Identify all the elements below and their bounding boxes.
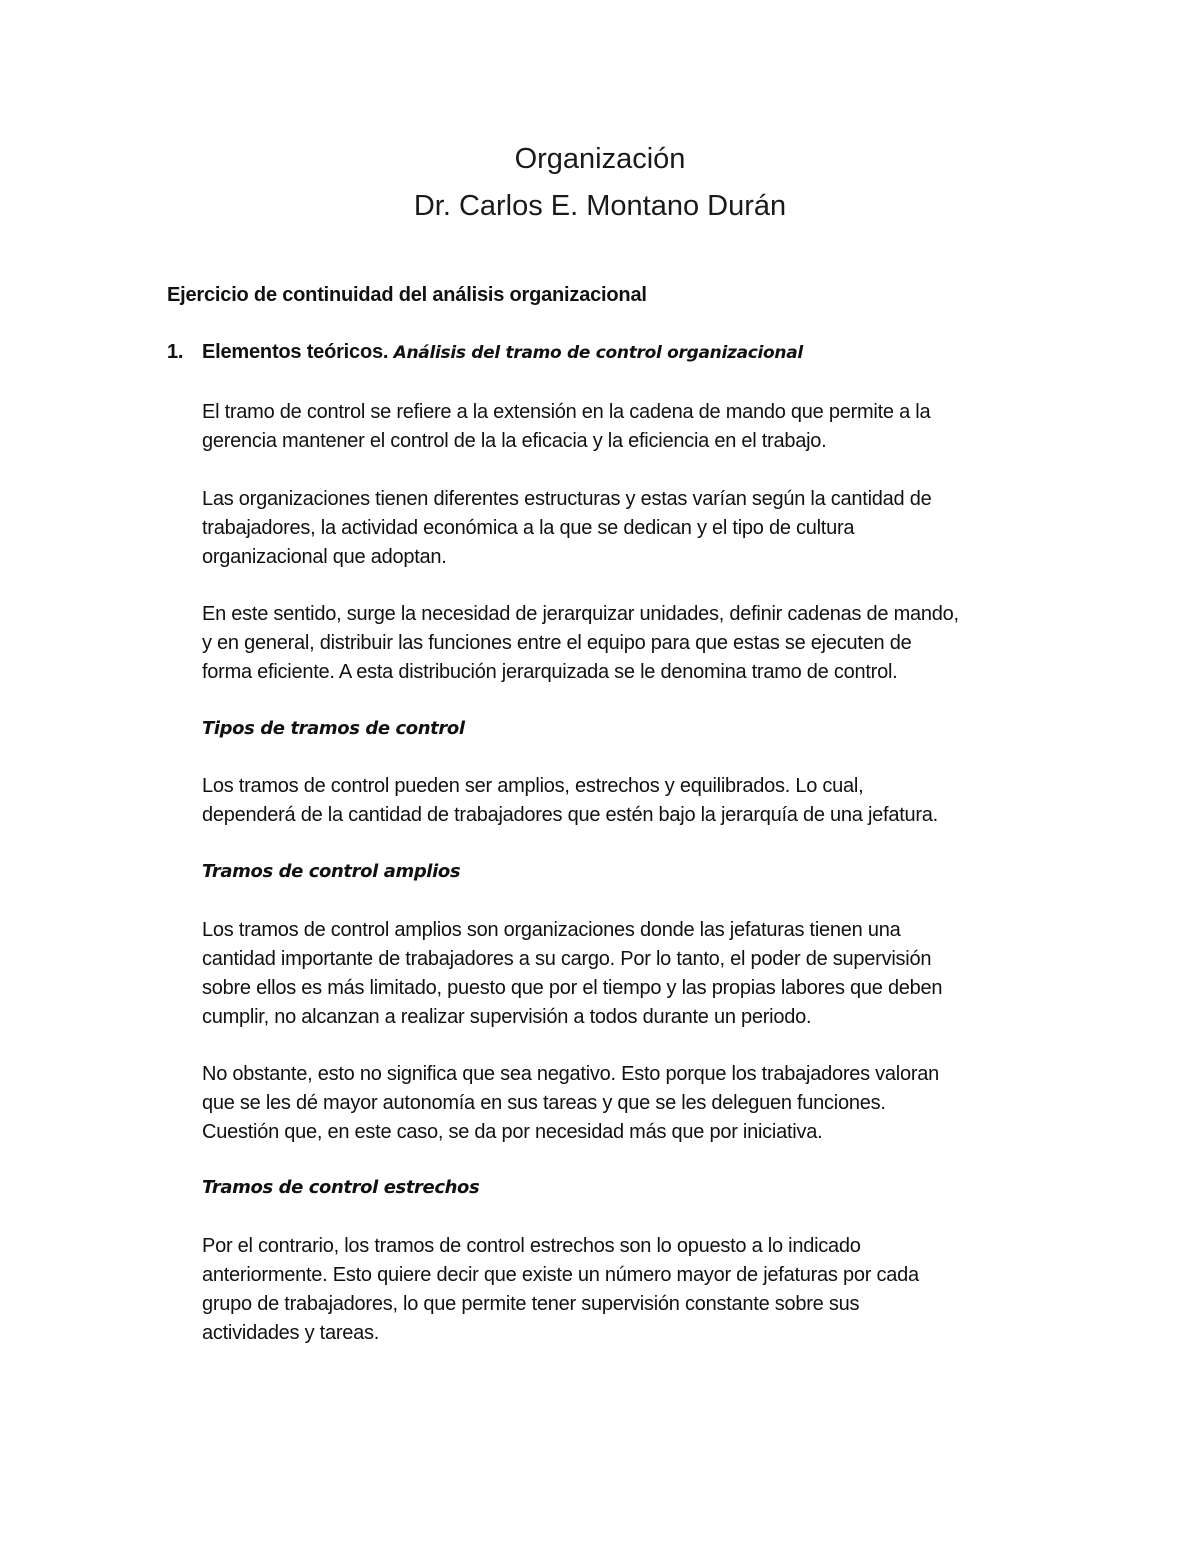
paragraph-line: No obstante, esto no significa que sea negativo. Esto porque los trabajadores valoran <box>202 1063 940 1085</box>
paragraph-line: cumplir, no alcanzan a realizar supervisión a todos durante un periodo. <box>202 1006 812 1028</box>
paragraph-line: Los tramos de control amplios son organizaciones donde las jefaturas tienen una <box>202 919 901 941</box>
subheading-amplios: Tramos de control amplios <box>202 861 461 882</box>
paragraph-line: En este sentido, surge la necesidad de jerarquizar unidades, definir cadenas de mando, <box>202 603 959 625</box>
numbered-list-item <box>167 341 803 364</box>
paragraph-line: forma eficiente. A esta distribución jerarquizada se le denomina tramo de control. <box>202 661 898 683</box>
paragraph-2 <box>202 485 931 572</box>
paragraph-line: gerencia mantener el control de la la eficacia y la eficiencia en el trabajo. <box>202 430 827 452</box>
paragraph-7 <box>202 1232 919 1348</box>
paragraph-line: que se les dé mayor autonomía en sus tareas y que se les deleguen funciones. <box>202 1092 886 1114</box>
paragraph-line: El tramo de control se refiere a la extensión en la cadena de mando que permite a la <box>202 401 931 423</box>
list-item-sublabel: Análisis del tramo de control organizacional <box>393 343 803 363</box>
paragraph-line: Los tramos de control pueden ser amplios, estrechos y equilibrados. Lo cual, <box>202 775 864 797</box>
paragraph-line: y en general, distribuir las funciones entre el equipo para que estas se ejecuten de <box>202 632 912 654</box>
list-item-label: Elementos teóricos. <box>202 341 389 363</box>
paragraph-line: sobre ellos es más limitado, puesto que por el tiempo y las propias labores que deben <box>202 977 943 999</box>
paragraph-line: anteriormente. Esto quiere decir que existe un número mayor de jefaturas por cada <box>202 1264 919 1286</box>
paragraph-line: cantidad importante de trabajadores a su cargo. Por lo tanto, el poder de supervisión <box>202 948 932 970</box>
paragraph-line: trabajadores, la actividad económica a la que se dedican y el tipo de cultura <box>202 517 855 539</box>
paragraph-5 <box>202 916 942 1032</box>
paragraph-4 <box>202 772 938 830</box>
list-number: 1. <box>167 341 184 363</box>
paragraph-line: Las organizaciones tienen diferentes estructuras y estas varían según la cantidad de <box>202 488 932 510</box>
paragraph-3 <box>202 600 959 687</box>
subheading-estrechos: Tramos de control estrechos <box>202 1177 480 1198</box>
paragraph-6 <box>202 1060 939 1147</box>
paragraph-line: Cuestión que, en este caso, se da por necesidad más que por iniciativa. <box>202 1121 823 1143</box>
document-author: Dr. Carlos E. Montano Durán <box>413 190 787 222</box>
paragraph-1 <box>202 398 930 456</box>
section-heading: Ejercicio de continuidad del análisis organizacional <box>167 284 647 306</box>
paragraph-line: grupo de trabajadores, lo que permite tener supervisión constante sobre sus <box>202 1293 860 1315</box>
document-title: Organización <box>514 143 686 175</box>
paragraph-line: actividades y tareas. <box>202 1322 380 1344</box>
subheading-tipos: Tipos de tramos de control <box>202 718 465 739</box>
paragraph-line: Por el contrario, los tramos de control estrechos son lo opuesto a lo indicado <box>202 1235 861 1257</box>
paragraph-line: dependerá de la cantidad de trabajadores que estén bajo la jerarquía de una jefatura. <box>202 804 938 826</box>
paragraph-line: organizacional que adoptan. <box>202 546 447 568</box>
